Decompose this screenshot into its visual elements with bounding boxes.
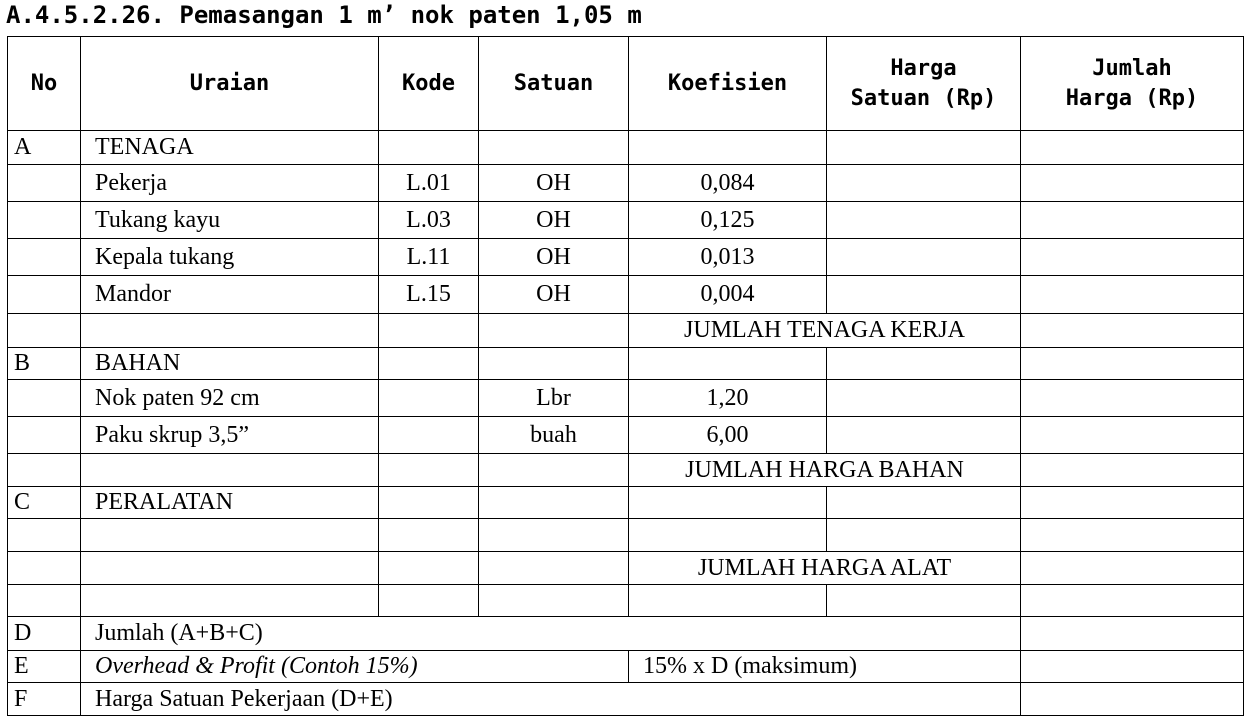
- row-kode: L.15: [379, 276, 479, 314]
- subtotal-label: JUMLAH TENAGA KERJA: [629, 314, 1021, 348]
- table-row: [8, 276, 1244, 314]
- table-row: [8, 417, 1244, 454]
- subtotal-row-a: [8, 314, 1244, 348]
- page-title: A.4.5.2.26. Pemasangan 1 m’ nok paten 1,05 m: [6, 1, 642, 29]
- section-letter: E: [8, 651, 81, 683]
- row-satuan: OH: [479, 276, 629, 314]
- table-row: [8, 239, 1244, 276]
- header-harga-satuan: Harga Satuan (Rp): [827, 37, 1021, 131]
- table-row: [8, 202, 1244, 239]
- row-uraian: Pekerja: [81, 165, 379, 202]
- row-satuan: OH: [479, 239, 629, 276]
- row-uraian: Mandor: [81, 276, 379, 314]
- header-row: [8, 37, 1244, 131]
- table-row: [8, 165, 1244, 202]
- section-letter: C: [8, 487, 81, 519]
- summary-row-d: [8, 617, 1244, 651]
- row-koefisien: 0,004: [629, 276, 827, 314]
- section-letter: F: [8, 683, 81, 716]
- section-label: BAHAN: [81, 348, 379, 380]
- subtotal-label: JUMLAH HARGA ALAT: [629, 552, 1021, 585]
- row-satuan: Lbr: [479, 380, 629, 417]
- table-row: [8, 585, 1244, 617]
- header-jumlah-harga: Jumlah Harga (Rp): [1021, 37, 1244, 131]
- table-row: [8, 380, 1244, 417]
- row-uraian: Tukang kayu: [81, 202, 379, 239]
- summary-label: Overhead & Profit (Contoh 15%): [81, 651, 629, 683]
- row-uraian: Kepala tukang: [81, 239, 379, 276]
- row-uraian: Nok paten 92 cm: [81, 380, 379, 417]
- row-kode: [379, 417, 479, 454]
- subtotal-row-c: [8, 552, 1244, 585]
- row-koefisien: 0,084: [629, 165, 827, 202]
- row-koefisien: 0,013: [629, 239, 827, 276]
- subtotal-row-b: [8, 454, 1244, 487]
- header-kode: Kode: [379, 37, 479, 131]
- table-row: [8, 519, 1244, 552]
- summary-label: Harga Satuan Pekerjaan (D+E): [81, 683, 1021, 716]
- summary-row-e: [8, 651, 1244, 683]
- section-row-a: [8, 131, 1244, 165]
- header-no: No: [8, 37, 81, 131]
- summary-label: Jumlah (A+B+C): [81, 617, 1021, 651]
- row-kode: [379, 380, 479, 417]
- row-kode: L.01: [379, 165, 479, 202]
- header-uraian: Uraian: [81, 37, 379, 131]
- summary-row-f: [8, 683, 1244, 716]
- section-label: PERALATAN: [81, 487, 379, 519]
- section-label: TENAGA: [81, 131, 379, 165]
- row-uraian: Paku skrup 3,5”: [81, 417, 379, 454]
- row-satuan: buah: [479, 417, 629, 454]
- row-satuan: OH: [479, 165, 629, 202]
- header-koefisien: Koefisien: [629, 37, 827, 131]
- row-kode: L.11: [379, 239, 479, 276]
- section-letter: D: [8, 617, 81, 651]
- row-kode: L.03: [379, 202, 479, 239]
- row-koefisien: 0,125: [629, 202, 827, 239]
- ahsp-table: [7, 36, 1244, 716]
- row-satuan: OH: [479, 202, 629, 239]
- row-koefisien: 1,20: [629, 380, 827, 417]
- header-satuan: Satuan: [479, 37, 629, 131]
- row-koefisien: 6,00: [629, 417, 827, 454]
- section-row-b: [8, 348, 1244, 380]
- summary-formula: 15% x D (maksimum): [629, 651, 1021, 683]
- section-row-c: [8, 487, 1244, 519]
- section-letter: A: [8, 131, 81, 165]
- section-letter: B: [8, 348, 81, 380]
- subtotal-label: JUMLAH HARGA BAHAN: [629, 454, 1021, 487]
